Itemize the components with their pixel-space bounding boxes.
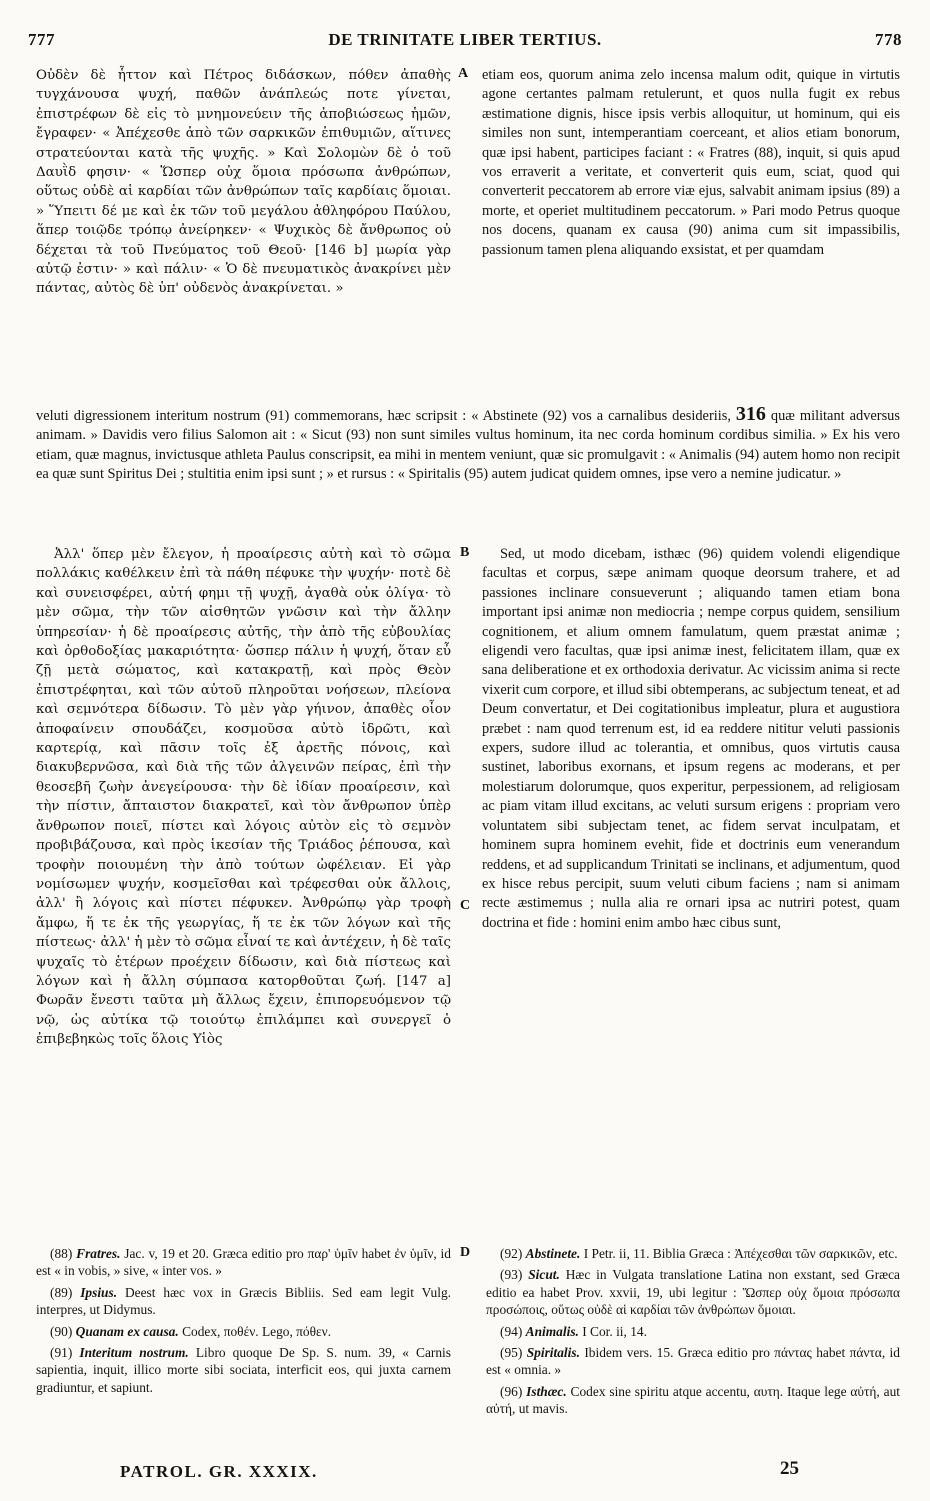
latin-paragraph: etiam eos, quorum anima zelo incensa malum odit, quique in virtutis agone certantes palmam retulerunt, et quos nulla fugit ex rebus æstimatione dignis, hisce ipsis verbis alloquitur, ut hominum, qui eis similes non sunt, intemperantiam coerceant, et alios etiam bonorum, quæ ipsi habent, participes faciant : « Fratres (88), inquit, si quis apud vos erraverit a veritate, et converterit quis eum, sciat, quod qui converterit peccatorem ab errore viæ ejus, salvabit animam ipsius (89) a morte, et operiet multitudinem peccatorum. » Pari modo Petrus quoque nos docens, quanam ex causa (90) anima cum sit impassibilis, passionum tamen plena aliquando exsistat, et per quamdam bbox=[482, 67, 900, 258]
running-header bbox=[28, 30, 902, 54]
footnote-label: Sicut. bbox=[528, 1267, 560, 1283]
footnote: (94) Animalis. I Cor. ii, 14. bbox=[500, 1323, 647, 1339]
footnote-label: Abstinete. bbox=[525, 1246, 581, 1261]
section-marker-a: A bbox=[458, 66, 469, 81]
footnotes-right bbox=[486, 1245, 900, 1422]
greek-paragraph: Ἀλλ' ὅπερ μὲν ἔλεγον, ἡ προαίρεσις αὐτὴ καὶ τὸ σῶμα πολλάκις καθέλκειν ἐπὶ τὰ πάθη πέφυκε τὴν ψυχήν· ποτὲ δὲ καὶ συνεισφέρει, αὐτή φημι τῇ ψυχῇ, ἀγαθὰ οὐκ ὀλίγα· τὸ μὲν σῶμα, τὴν τῶν αἰσθητῶν γνῶσιν καὶ τὴν ἄλλην ὑπηρεσίαν· ἡ δὲ προαίρεσις αὐτῆς, τὴν ἀπὸ τῆς εὐβουλίας καὶ ὀρθοδοξίας μακαριότητα· ὥσπερ πάλιν ἡ ψυχή, ὅταν εὖ ζῇ μετὰ σώματος, καὶ κατακρατῇ, καὶ πρὸς Θεὸν ἐπιστρέφηται, καὶ τῶν αὐτοῦ πληροῦται νοήσεων, πλείονα καὶ σεμνότερα δίδωσιν. Τὸ μὲν γὰρ γήινον, ἀπαθὲς οἷον ἀποφαίνειν σπουδάζει, κοσμοῦσα αὐτὸ ἱδρῶτι, καὶ καρτερίᾳ, καὶ πᾶσιν τοῖς ἐξ ἀρετῆς πόνοις, καὶ διακυβερνῶσα, καὶ διὰ τῆς τῶν ἀλγεινῶν πείρας, ἐπὶ τὴν θεοσεβῆ ζωὴν ἀνεγείρουσα· τὴν δὲ ἰδίαν προαίρεσιν, καὶ τὴν πίστιν, ἄπταιστον διακρατεῖ, καὶ τὸν ἄνθρωπον ὑπὲρ ἄνθρωπον ποιεῖ, πίστει καὶ λόγοις αὐτὸν εἰς τὸ σεμνὸν προβιβάζουσα, καὶ πρὸς ἱκεσίαν τῆς Τριάδος ῥέπουσα, καὶ τροφὴν ποιουμένη τὴν ἀπὸ τούτων ὠφέλειαν. Εἰ γὰρ νομίσωμεν ψυχήν, κοσμεῖσθαι καὶ τρέφεσθαι οὐκ ἄλλοις, ἀλλ' ἢ λόγοις καὶ πίστει πέφυκεν. Ἀνθρώπῳ γὰρ τροφὴ ἄμφω, ἥ τε ἐκ τῆς γεωργίας, ἥ τε ἐκ τῶν λόγων καὶ τῆς πίστεως· ἀλλ' ἡ μὲν τὸ σῶμα εἶναί τε καὶ ἀντέχειν, ἡ δὲ ταῖς ψυχαῖς τὸ ἑτέρων προέχειν δίδωσιν, καὶ διὰ πίστεως καὶ λόγων καὶ ἡ ἄλλη σύμπασα κατορθοῦται ζωή. [147 a] Φωρᾶν ἔνεστι ταῦτα μὴ ἄλλως ἔχειν, ἐπιπορευόμενον τῷ νῷ, ὡς αὐτίκα τῷ τοιούτῳ ἐπιλάμπει καὶ συνεργεῖ ὁ ἐπιβεβηκὼς τοῖς ὅλοις Υἱὸς bbox=[36, 547, 451, 1048]
latin-full-width bbox=[36, 405, 900, 485]
footnote-label: Quanam ex causa. bbox=[75, 1323, 179, 1339]
greek-paragraph: Οὐδὲν δὲ ἧττον καὶ Πέτρος διδάσκων, πόθεν ἀπαθὴς τυγχάνουσα ψυχή, παθῶν ἀνάπλεώς ποτε γίνεται, ἐπιστρέφων δὲ εἰς τὸ μνημονεύειν τῆς ἀποβιώσεως ἡμῶν, ἔγραφεν· « Ἀπέχεσθε ἀπὸ τῶν σαρκικῶν ἐπιθυμιῶν, αἵτινες στρατεύονται κατὰ τῆς ψυχῆς. » Καὶ Σολομὼν δὲ ὁ τοῦ Δαυῒδ φησιν· « Ὥσπερ οὐχ ὅμοια πρόσωπα ἀνθρώπων, οὕτως οὐδὲ αἱ καρδίαι τῶν ἀνθρώπων ταῖς καρδίαις ὅμοιαι. » Ὕπειτι δέ με καὶ ἐκ τῶν τοῦ μεγάλου ἀθληφόρου Παύλου, ἅπερ τοιῷδε τρόπῳ ἀνείρηκεν· « Ψυχικὸς δὲ ἄνθρωπος οὐ δέχεται τὰ τοῦ Πνεύματος τοῦ Θεοῦ· [146 b] μωρία γὰρ αὐτῷ ἐστιν· » καὶ πάλιν· « Ὁ δὲ πνευματικὸς ἀνακρίνει μὲν πάντας, αὐτὸς δὲ ὑπ' οὐδενὸς ἀνακρίνεται. » bbox=[36, 68, 451, 297]
section-marker-d: D bbox=[460, 1245, 471, 1260]
footnote: (93) Sicut. Hæc in Vulgata translatione Latina non exstant, sed Græca editio ea habet Prov. xxvii, 19, ubi legitur : Ὥσπερ οὐχ ὅμοια πρόσωπα προσώποις, οὕτως οὐδὲ αἱ καρδίαι τῶν ἀνθρώπων ὅμοιαι. bbox=[486, 1267, 900, 1318]
section-marker-b: B bbox=[460, 545, 470, 560]
greek-column-middle bbox=[36, 545, 451, 1050]
footnote-label: Animalis. bbox=[525, 1323, 579, 1339]
latin-text-part2: quæ militant adversus animam. » Davidis vero filius Salomon ait : « Sicut (93) non sunt similes vultus hominum, ita nec corda hominum cordibus similia. » Ex his vero etiam, quæ magnus, invictusque athleta Paulus conscripsit, ea mihi in mentem veniunt, quæ sic promulgavit : « Animalis (94) autem homo non recipit ea quæ sunt Spiritus Dei ; stultitia enim ipsi sunt ; » et rursus : « Spiritalis (95) autem judicat quidem omnes, ipse vero a nemine judicatur. » bbox=[36, 408, 900, 483]
footnote: (89) Ipsius. Deest hæc vox in Græcis Bibliis. Sed eam legit Vulg. interpres, ut Didymus. bbox=[36, 1284, 451, 1318]
latin-column-top bbox=[482, 66, 900, 260]
footnote: (92) Abstinete. I Petr. ii, 11. Biblia Græca : Ἀπέχεσθαι τῶν σαρκικῶν, etc. bbox=[500, 1246, 898, 1261]
page-number-left: 777 bbox=[28, 30, 55, 49]
footnote-label: Spiritalis. bbox=[526, 1345, 580, 1361]
footnote-label: Ipsius. bbox=[80, 1284, 118, 1300]
latin-text-part1: veluti digressionem interitum nostrum (91) commemorans, hæc scripsit : « Abstinete (92) vos a carnalibus desideriis, bbox=[36, 408, 731, 424]
footnote: (90) Quanam ex causa. Codex, ποθέν. Lego, πόθεν. bbox=[50, 1323, 332, 1339]
section-marker-c: C bbox=[460, 898, 471, 913]
signature-mark: 25 bbox=[780, 1458, 799, 1479]
footnotes-left bbox=[36, 1245, 451, 1400]
series-footer: PATROL. GR. XXXIX. bbox=[120, 1462, 318, 1481]
footnote-label: Interitum nostrum. bbox=[79, 1345, 189, 1361]
latin-continuation bbox=[36, 405, 900, 485]
running-title: DE TRINITATE LIBER TERTIUS. bbox=[328, 30, 602, 49]
latin-column-middle bbox=[482, 545, 900, 933]
footnote-label: Isthæc. bbox=[526, 1383, 567, 1399]
edition-page-number: 316 bbox=[735, 403, 766, 425]
footnote: (95) Spiritalis. Ibidem vers. 15. Græca editio pro πάντας habet πάντα, id est « omnia. » bbox=[486, 1345, 900, 1378]
footnote: (88) Fratres. Jac. v, 19 et 20. Græca editio pro παρ' ὑμῖν habet ἐν ὑμῖν, id est « in vobis, » sive, « inter vos. » bbox=[36, 1246, 451, 1279]
page-number-right: 778 bbox=[875, 30, 902, 49]
footnote: (91) Interitum nostrum. Libro quoque De Sp. S. num. 39, « Carnis sapientia, inquit, illico morte sibi sociata, interficit eos, qui juxta carnem gradiuntur, et sapiunt. bbox=[36, 1345, 451, 1395]
latin-paragraph: Sed, ut modo dicebam, isthæc (96) quidem volendi eligendique facultas et corpus, sæpe animam quoque deorsum trahere, et ad passiones inclinare consueverunt ; aliquando tamen etiam bona important ipsi animæ non mediocria ; nempe corpus quidem, sensilium cognitionem, et alium omnem famulatum, quem præstat animæ ; eligendi vero facultas, quæ ipsi animæ inest, felicitatem illam, quæ ex sana deliberatione et ex orthodoxia derivatur. Ac vicissim anima si recte vixerit cum corpore, et illud sibi obtemperans, ac subjectum teneat, et ad Deum convertatur, et Dei cogitationibus impleatur, plura et augustiora præbet : nam quod terrenum est, id ea reddere nititur veluti passionis expers, sudore illud ac tolerantia, et omnibus, quos virtutis causa sustinet, laboribus exornans, et ipsum regens ac moderans, et per molestiarum dolorumque, quos experitur, perpessionem, ad religiosam ac piam vitam illud excitans, ac veluti sursum erigens : propriam vero voluntatem sibi subjectam tenet, ac fidem servat inculpatam, et hominem supra hominem evehit, fide et doctrinis eum venerandum reddens, et ad supplicandum Trinitati se inclinans, et adjumentum, quod ex hisce rebus percipit, suum veluti cibum faciens ; nam si animam recte æstimemus ; nulla alia re ornari ipsa ac nutriri potest, quam doctrina et fide : homini enim ambo hæc cibus sunt, bbox=[482, 546, 900, 931]
greek-column-top bbox=[36, 66, 451, 299]
footnote-label: Fratres. bbox=[76, 1246, 121, 1261]
footnote: (96) Isthæc. Codex sine spiritu atque accentu, αυτη. Itaque lege αὐτή, aut αὐτή, ut mavis. bbox=[486, 1383, 900, 1417]
